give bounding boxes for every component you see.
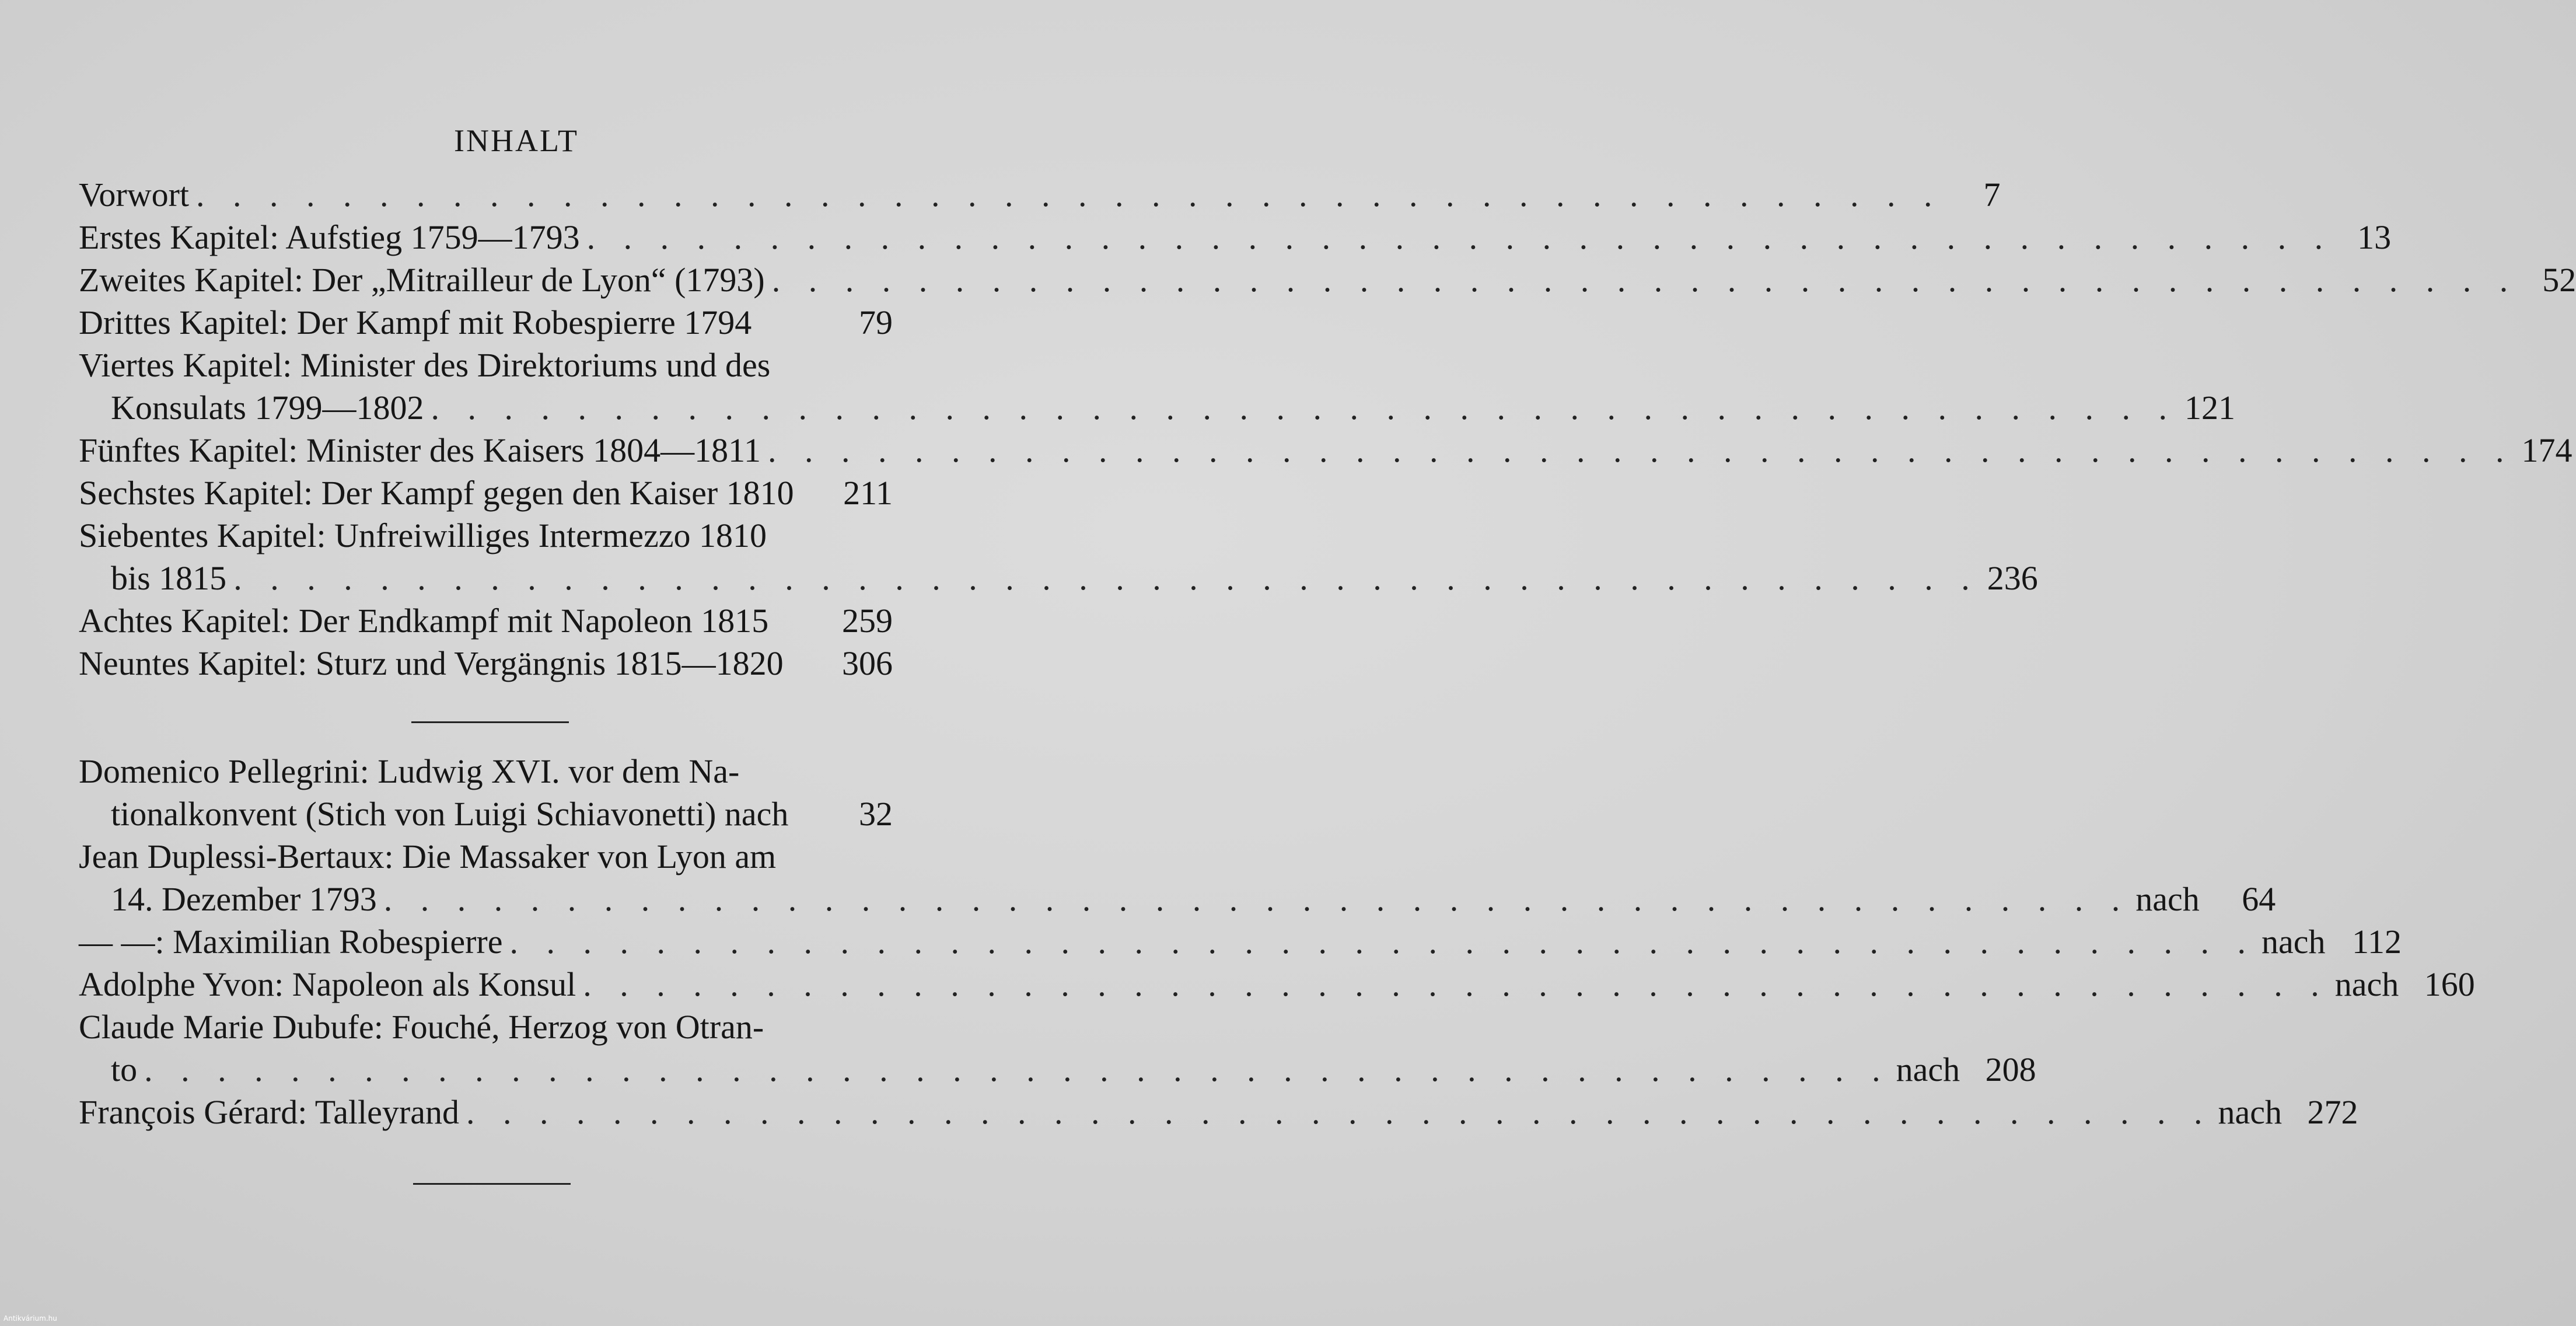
entry-title: Zweites Kapitel: Der „Mitrailleur de Lyon“ (1793) bbox=[79, 261, 765, 299]
entry-title: Sechstes Kapitel: Der Kampf gegen den Kaiser 1810 bbox=[79, 474, 794, 512]
entry-title: Achtes Kapitel: Der Endkampf mit Napoleon 1815 bbox=[79, 602, 769, 640]
toc-entry bbox=[79, 601, 893, 644]
toc-entry-continuation bbox=[79, 559, 2038, 601]
page-number: 112 bbox=[2352, 923, 2402, 961]
nach-label: nach bbox=[1896, 1051, 1960, 1088]
entry-title-continuation: tionalkonvent (Stich von Luigi Schiavonetti) nach bbox=[111, 795, 789, 833]
toc-entry bbox=[79, 1007, 893, 1050]
toc-entry-continuation bbox=[79, 1050, 2036, 1093]
toc-entry bbox=[79, 473, 893, 516]
page-number: 121 bbox=[2184, 389, 2235, 427]
toc-entry bbox=[79, 431, 2572, 473]
page-number: 236 bbox=[1987, 559, 2038, 597]
leader-dots bbox=[226, 559, 1980, 598]
entry-title-continuation: to bbox=[111, 1051, 138, 1088]
entry-title: Vorwort bbox=[79, 176, 190, 214]
toc-entry bbox=[79, 303, 893, 346]
leader-dots bbox=[576, 965, 2329, 1004]
entry-title: — —: Maximilian Robespierre bbox=[79, 923, 503, 961]
leader-dots bbox=[459, 1093, 2213, 1132]
page-number: 13 bbox=[2357, 218, 2392, 256]
nach-label: nach bbox=[2135, 880, 2200, 918]
toc-entry bbox=[79, 260, 2576, 303]
toc-entry-continuation bbox=[79, 880, 2276, 922]
toc-entry-continuation bbox=[79, 388, 2235, 431]
toc-entry bbox=[79, 516, 893, 559]
nach-label: nach bbox=[2334, 965, 2399, 1003]
entry-title: Claude Marie Dubufe: Fouché, Herzog von Otran- bbox=[79, 1008, 764, 1046]
entry-title: Drittes Kapitel: Der Kampf mit Robespierre 1794 bbox=[79, 303, 752, 341]
leader-dots bbox=[761, 431, 2514, 470]
leader-dots bbox=[189, 175, 1942, 214]
page-number: 7 bbox=[1983, 176, 2001, 214]
entry-title-continuation: 14. Dezember 1793 bbox=[111, 880, 377, 918]
leader-dots bbox=[137, 1050, 1890, 1089]
toc-entry bbox=[79, 346, 893, 388]
entry-title: Fünftes Kapitel: Minister des Kaisers 1804—1811 bbox=[79, 431, 761, 469]
toc-entry bbox=[79, 922, 2402, 965]
leader-dots bbox=[502, 922, 2256, 961]
toc-entry bbox=[79, 752, 893, 794]
leader-dots bbox=[377, 880, 2130, 919]
page-number: 160 bbox=[2424, 965, 2475, 1003]
toc-entry bbox=[79, 1093, 2358, 1135]
entry-title: Neuntes Kapitel: Sturz und Vergängnis 1815—1820 bbox=[79, 644, 784, 682]
page-number: 306 bbox=[842, 644, 893, 682]
leader-dots bbox=[424, 388, 2177, 427]
entry-title: Adolphe Yvon: Napoleon als Konsul bbox=[79, 965, 576, 1003]
page-number: 174 bbox=[2521, 431, 2572, 469]
toc-entry bbox=[79, 837, 893, 880]
entry-title-continuation: bis 1815 bbox=[111, 559, 227, 597]
entry-title-continuation: Konsulats 1799—1802 bbox=[111, 389, 424, 427]
page-number: 64 bbox=[2242, 880, 2276, 918]
page-number: 208 bbox=[1985, 1051, 2036, 1088]
section-divider bbox=[413, 1183, 571, 1185]
toc-entry-continuation bbox=[79, 794, 893, 837]
chapter-list bbox=[79, 175, 2576, 686]
toc-entry bbox=[79, 175, 2001, 218]
page-number: 79 bbox=[859, 303, 893, 341]
section-divider bbox=[411, 721, 569, 723]
nach-label: nach bbox=[2218, 1093, 2282, 1131]
entry-title: Domenico Pellegrini: Ludwig XVI. vor dem Na- bbox=[79, 752, 740, 790]
page-number: 259 bbox=[842, 602, 893, 640]
entry-title: Siebentes Kapitel: Unfreiwilliges Intermezzo 1810 bbox=[79, 517, 767, 554]
page-number: 32 bbox=[859, 795, 893, 833]
page-title: INHALT bbox=[454, 123, 579, 158]
page-number: 52 bbox=[2542, 261, 2576, 299]
leader-dots bbox=[765, 260, 2518, 299]
page-number: 272 bbox=[2307, 1093, 2358, 1131]
entry-title: Jean Duplessi-Bertaux: Die Massaker von Lyon am bbox=[79, 838, 777, 875]
nach-label: nach bbox=[2261, 923, 2326, 961]
entry-title: François Gérard: Talleyrand bbox=[79, 1093, 459, 1131]
entry-title: Viertes Kapitel: Minister des Direktoriums und des bbox=[79, 346, 771, 384]
illustration-list bbox=[79, 752, 2475, 1135]
toc-entry bbox=[79, 644, 893, 686]
toc-entry bbox=[79, 965, 2475, 1007]
page-number: 211 bbox=[843, 474, 893, 512]
entry-title: Erstes Kapitel: Aufstieg 1759—1793 bbox=[79, 218, 580, 256]
watermark: Antikvárium.hu bbox=[4, 1314, 57, 1322]
toc-entry bbox=[79, 218, 2392, 260]
leader-dots bbox=[580, 218, 2333, 257]
